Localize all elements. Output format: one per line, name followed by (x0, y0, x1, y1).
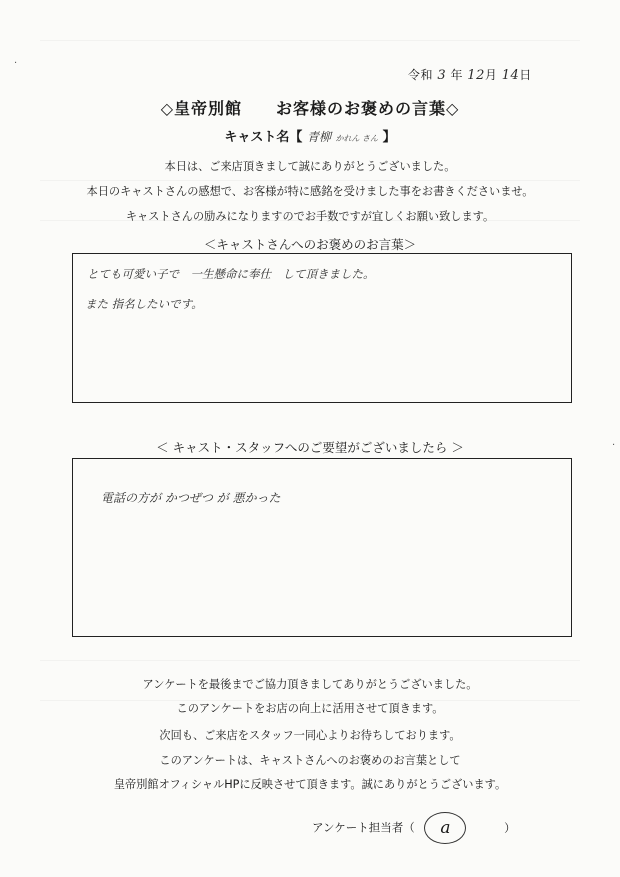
date-year-unit: 年 (450, 68, 463, 82)
intro-line: 本日は、ご来店頂きまして誠にありがとうございました。 (164, 160, 456, 173)
praise-box (72, 253, 572, 403)
staff-close: ） (504, 820, 516, 835)
cast-name-small: かれん さん (335, 134, 379, 143)
request-label: ＜ キャスト・スタッフへのご要望がございましたら ＞ (156, 440, 464, 455)
intro-line: キャストさんの励みになりますのでお手数ですが宜しくお願い致します。 (125, 210, 495, 223)
cast-label: キャスト名【 (224, 130, 303, 145)
cast-name-line (0, 126, 620, 145)
closing-line: 皇帝別館オフィシャルHPに反映させて頂きます。誠にありがとうございます。 (113, 778, 507, 791)
bleed-line (40, 180, 580, 181)
date-day-unit: 日 (519, 68, 532, 82)
punch-mark: · (612, 440, 616, 451)
closing-line: 次回も、ご来店をスタッフ一同心よりお待ちしております。 (159, 729, 461, 742)
request-box (72, 458, 572, 637)
staff-initial: a (424, 812, 466, 844)
date-day: 14 (501, 68, 520, 83)
date-year: 3 (437, 68, 447, 83)
praise-label: ＜キャストさんへのお褒めのお言葉＞ (203, 237, 417, 252)
intro-line: 本日のキャストさんの感想で、お客様が特に感銘を受けました事をお書きくださいませ。 (86, 185, 534, 198)
bleed-line (40, 660, 580, 661)
date-month: 12 (467, 68, 485, 83)
date-month-unit: 月 (484, 68, 498, 82)
closing-line: このアンケートをお店の向上に活用させて頂きます。 (176, 702, 444, 715)
staff-label: アンケート担当者（ (312, 820, 415, 835)
closing-line: アンケートを最後までご協力頂きましてありがとうございました。 (142, 678, 478, 691)
staff-line (312, 812, 516, 844)
punch-mark: · (14, 58, 18, 69)
praise-line: また 指名したいです。 (85, 297, 203, 311)
date (408, 66, 532, 83)
page-title: ◇皇帝別館 お客様のお褒めの言葉◇ (160, 99, 460, 118)
date-era: 令和 (408, 68, 434, 82)
bleed-line (40, 40, 580, 41)
closing-line: このアンケートは、キャストさんへのお褒めのお言葉として (159, 754, 461, 767)
request-line: 電話の方が かつぜつ が 悪かった (101, 491, 281, 505)
cast-name: 青柳 (306, 130, 331, 144)
cast-close: 】 (382, 130, 396, 145)
praise-line: とても可愛い子で 一生懸命に奉仕 して頂きました。 (87, 267, 375, 281)
